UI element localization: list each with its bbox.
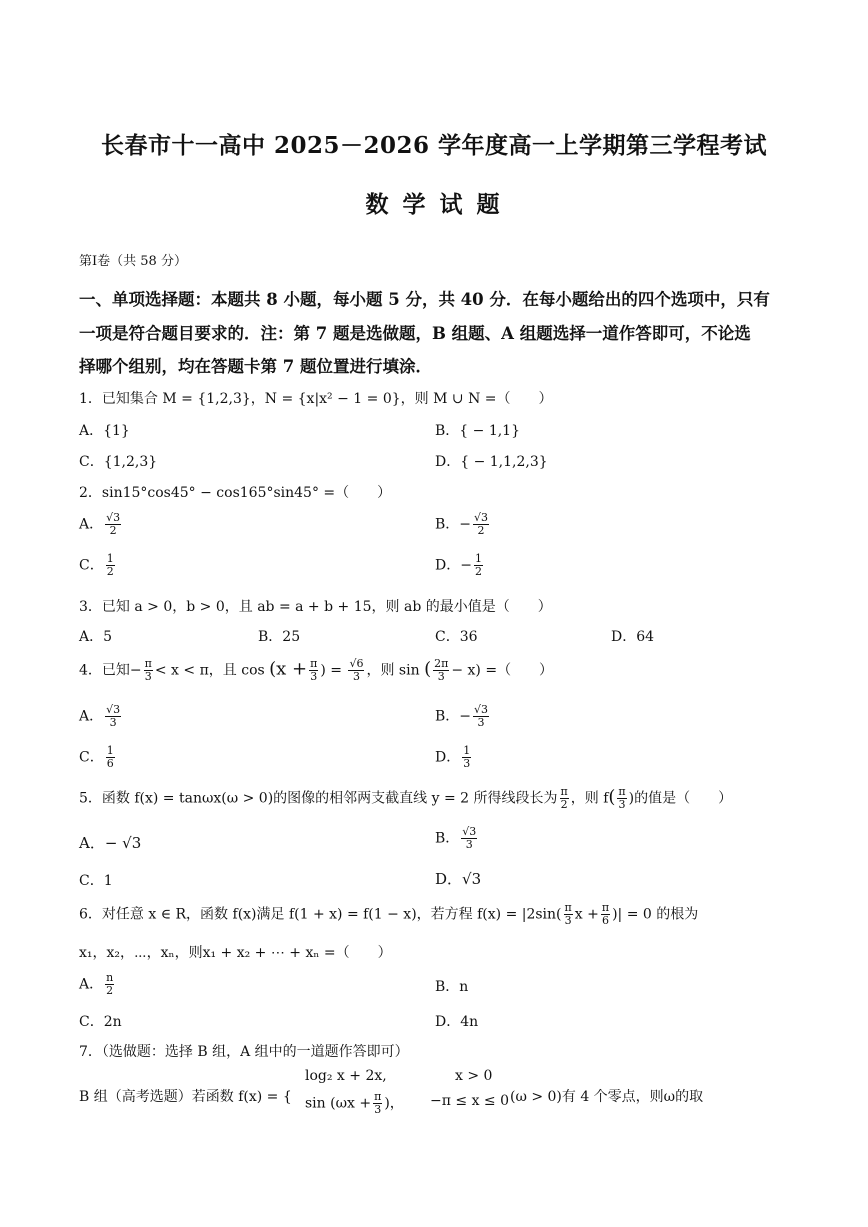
fraction: $\frac{\pi}{3}$ (374, 1090, 382, 1117)
q6-option-d: D．4n (435, 1014, 479, 1030)
q2-stem: 2．sin15°cos45° − cos165°sin45° =（ ） (79, 485, 392, 501)
q1-option-b: B．{ − 1,1} (435, 423, 520, 439)
fraction: $\frac{√3}{3}$ (462, 825, 477, 852)
q4-option-a: A． $\frac{√3}{3}$ (79, 703, 121, 730)
q2-option-d: D．− $\frac{1}{2}$ (435, 552, 482, 579)
q6-option-a: A． $\frac{n}{2}$ (79, 971, 114, 998)
q2-option-b: B．− $\frac{√3}{2}$ (435, 511, 489, 538)
fraction: $\frac{√3}{2}$ (474, 511, 489, 538)
q6-stem-line1: 6．对任意 x ∈ R，函数 f(x)满足 f(1 + x) = f(1 − x)，若方程 f(x) = |2sin( $\frac{\pi}{3}$ x + $\frac{\pi}{6}$ )| = 0 的根为 (79, 901, 699, 928)
q3-option-d: D．64 (611, 629, 655, 645)
fraction: $\frac{\pi}{6}$ (601, 901, 610, 928)
q3-option-b: B．25 (258, 629, 301, 645)
fraction: $\frac{\pi}{3}$ (618, 785, 626, 812)
fraction: $\frac{2\pi}{3}$ (434, 657, 449, 684)
q4-option-c: C． $\frac{1}{6}$ (79, 744, 114, 771)
exam-title: 长春市十一高中 2025－2026 学年度高一上学期第三学程考试 (100, 132, 768, 159)
section1-line3: 择哪个组别，均在答题卡第 7 题位置进行填涂． (79, 357, 432, 376)
q1-option-c: C．{1,2,3} (79, 454, 158, 470)
q5-option-b: B． $\frac{√3}{3}$ (435, 825, 477, 852)
q5-stem: 5．函数 f(x) = tanωx(ω > 0)的图像的相邻两支截直线 y = 2 所得线段长为 $\frac{\pi}{2}$ ，则 f( $\frac{\pi}{3}$ )的值是（ ） (79, 785, 733, 812)
fraction: $\frac{n}{2}$ (106, 971, 114, 998)
q7-stem-suffix: (ω > 0)有 4 个零点，则ω的取 (510, 1089, 704, 1105)
fraction: $\frac{1}{6}$ (106, 744, 114, 771)
q1-option-d: D．{ − 1,1,2,3} (435, 454, 548, 470)
part-label: 第Ⅰ卷（共 58 分） (79, 254, 187, 269)
q4-stem: 4．已知− $\frac{\pi}{3}$ < x < π，且 cos (x + $\frac{\pi}{3}$ ) = $\frac{√6}{3}$ ，则 sin ( $\frac{2\pi}{3}$ − x) =（ ） (79, 657, 554, 684)
section1-line2: 一项是符合题目要求的．注：第 7 题是选做题，B 组题、A 组题选择一道作答即可，不论选 (79, 324, 751, 343)
q7-intro: 7．（选做题：选择 B 组，A 组中的一道题作答即可） (79, 1044, 409, 1060)
fraction: $\frac{1}{2}$ (106, 552, 114, 579)
fraction: $\frac{1}{3}$ (463, 744, 471, 771)
q7-case1: log₂ x + 2x, (305, 1068, 387, 1084)
fraction: $\frac{\pi}{3}$ (144, 657, 152, 684)
fraction: $\frac{√6}{3}$ (349, 657, 364, 684)
q7-cond2: −π ≤ x ≤ 0 (430, 1093, 509, 1109)
q5-option-c: C．1 (79, 873, 113, 889)
q1-option-a: A．{1} (79, 423, 130, 439)
q7-case2: sin (ωx + $\frac{\pi}{3}$ )， (305, 1090, 404, 1117)
fraction: $\frac{1}{2}$ (474, 552, 482, 579)
fraction: $\frac{\pi}{3}$ (564, 901, 572, 928)
q6-option-b: B．n (435, 979, 469, 995)
q2-option-a: A． $\frac{√3}{2}$ (79, 511, 121, 538)
section1-line1: 一、单项选择题：本题共 8 小题，每小题 5 分，共 40 分．在每小题给出的四个选项中，只有 (79, 290, 770, 309)
q4-option-b: B．− $\frac{√3}{3}$ (435, 703, 489, 730)
q7-cond1: x > 0 (455, 1068, 493, 1084)
q5-option-a: A．− √3 (79, 834, 142, 852)
fraction: $\frac{√3}{2}$ (106, 511, 121, 538)
fraction: $\frac{√3}{3}$ (106, 703, 121, 730)
q1-stem: 1．已知集合 M = {1,2,3}，N = {x|x² − 1 = 0}，则 M ∪ N =（ ） (79, 391, 553, 407)
fraction: $\frac{\pi}{2}$ (560, 785, 568, 812)
q3-stem: 3．已知 a > 0，b > 0，且 ab = a + b + 15，则 ab 的最小值是（ ） (79, 599, 552, 615)
q3-option-a: A．5 (79, 629, 113, 645)
exam-subtitle: 数 学 试 题 (365, 191, 503, 218)
q6-stem-line2: x₁，x₂，⋯，xₙ，则x₁ + x₂ + ⋯ + xₙ =（ ） (79, 945, 392, 961)
q7-stem-prefix: B 组（高考选题）若函数 f(x) = { (79, 1089, 292, 1105)
q4-option-d: D． $\frac{1}{3}$ (435, 744, 471, 771)
q5-option-d: D．√3 (435, 870, 482, 888)
fraction: $\frac{√3}{3}$ (474, 703, 489, 730)
q3-option-c: C．36 (435, 629, 478, 645)
fraction: $\frac{\pi}{3}$ (310, 657, 318, 684)
q6-option-c: C．2n (79, 1014, 122, 1030)
q2-option-c: C． $\frac{1}{2}$ (79, 552, 114, 579)
